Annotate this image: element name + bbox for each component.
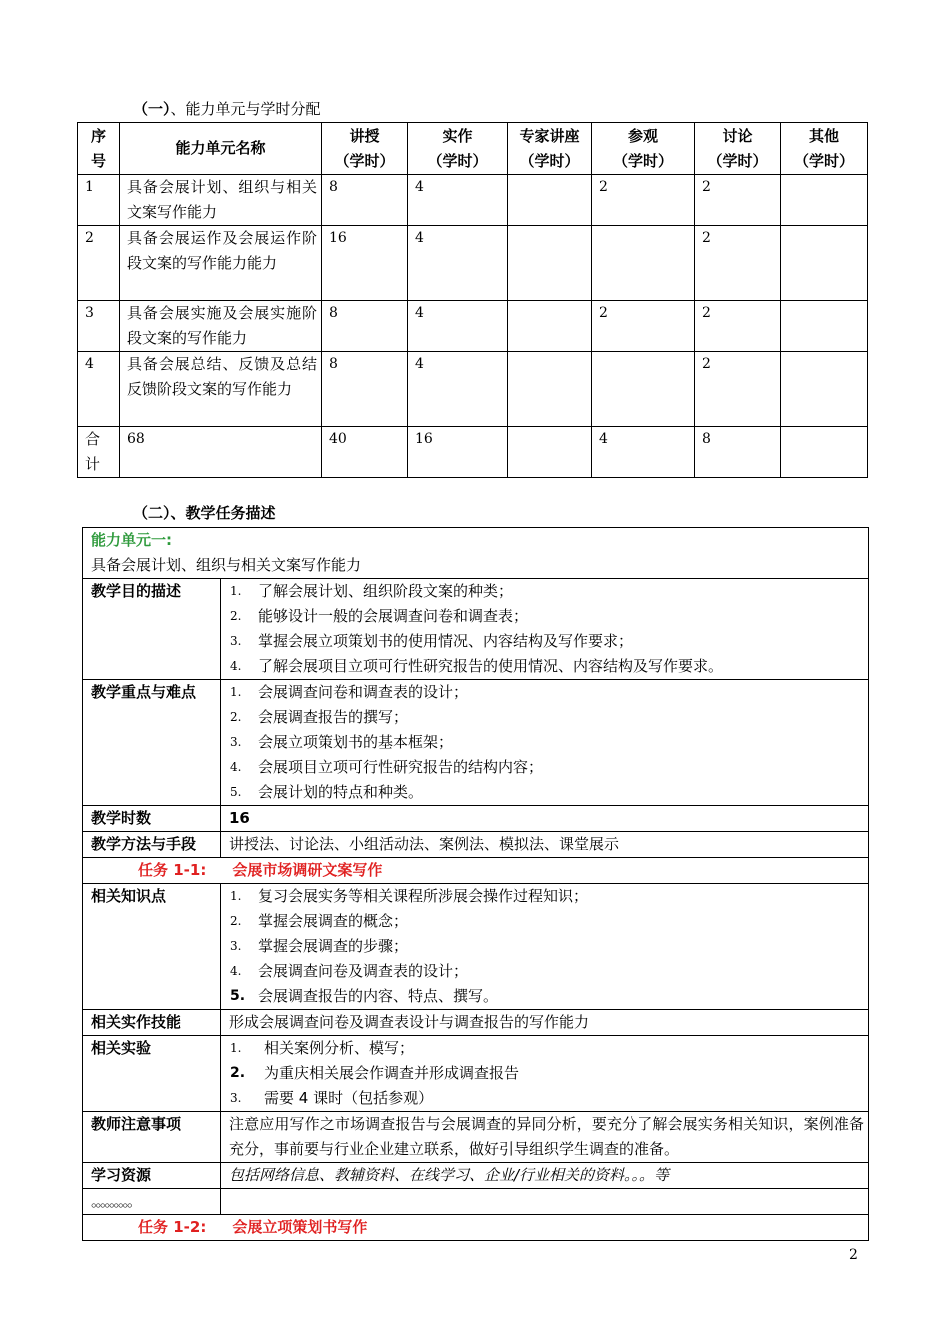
- list-item: 5. 会展调查报告的内容、特点、撰写。: [230, 987, 499, 1005]
- cell-discuss: 2: [695, 301, 781, 352]
- cell-visit: [592, 226, 695, 301]
- hours-value: 16: [221, 806, 869, 832]
- list-item: 2. 会展调查报告的撰写；: [230, 708, 409, 726]
- list-item: 4. 会展项目立项可行性研究报告的结构内容；: [230, 758, 544, 776]
- cell-other: [781, 226, 868, 301]
- cell-seq: 2: [78, 226, 120, 301]
- list-item: 3. 掌握会展调查的步骤；: [230, 937, 409, 955]
- capability-hours-table: [77, 122, 868, 478]
- teaching-task-table: [82, 527, 869, 1241]
- knowledge-row: [83, 884, 869, 1010]
- ellipsis-cell: 。。。。。。。。。: [83, 1189, 221, 1215]
- notes-label: 教师注意事项: [83, 1112, 221, 1163]
- cell-total-expert: [508, 427, 592, 478]
- resources-value: 包括网络信息、教辅资料、在线学习、企业/行业相关的资料。。。等: [221, 1163, 869, 1189]
- header-practice: 实作 （学时）: [408, 123, 508, 175]
- header-name: 能力单元名称: [120, 123, 322, 175]
- task2-row: [83, 1215, 869, 1241]
- header-discuss: 讨论 （学时）: [695, 123, 781, 175]
- cell-lecture: 8: [322, 352, 408, 427]
- cell-practice: 4: [408, 226, 508, 301]
- list-item: 5. 会展计划的特点和种类。: [230, 783, 424, 801]
- page-number: 2: [849, 1247, 858, 1263]
- cell-expert: [508, 175, 592, 226]
- cell-practice: 4: [408, 352, 508, 427]
- list-item: 3. 掌握会展立项策划书的使用情况、内容结构及写作要求；: [230, 632, 634, 650]
- resources-label: 学习资源: [83, 1163, 221, 1189]
- skills-value: 形成会展调查问卷及调查表设计与调查报告的写作能力: [221, 1010, 869, 1036]
- notes-value: 注意应用写作之市场调查报告与会展调查的异同分析，要充分了解会展实务相关知识，案例准备充分，事前要与行业企业建立联系，做好引导组织学生调查的准备。: [221, 1112, 869, 1163]
- skills-label: 相关实作技能: [83, 1010, 221, 1036]
- cell-discuss: 2: [695, 352, 781, 427]
- list-item: 2. 能够设计一般的会展调查问卷和调查表；: [230, 607, 529, 625]
- cell-seq: 1: [78, 175, 120, 226]
- list-item: 1. 了解会展计划、组织阶段文案的种类；: [230, 582, 514, 600]
- notes-row: [83, 1112, 869, 1163]
- resources-row: [83, 1163, 869, 1189]
- cell-name: 具备会展计划、组织与相关文案写作能力: [120, 175, 322, 226]
- header-lecture: 讲授 （学时）: [322, 123, 408, 175]
- section1-heading-text: 、能力单元与学时分配: [170, 100, 321, 118]
- methods-value: 讲授法、讨论法、小组活动法、案例法、模拟法、课堂展示: [221, 832, 869, 858]
- cell-name: 具备会展总结、反馈及总结反馈阶段文案的写作能力: [120, 352, 322, 427]
- ellipsis-row: [83, 1189, 869, 1215]
- cell-name: 具备会展运作及会展运作阶段文案的写作能力能力: [120, 226, 322, 301]
- cell-total-other: [781, 427, 868, 478]
- task2-title: 任务 1-2: 会展立项策划书写作: [83, 1215, 869, 1241]
- hours-row: [83, 806, 869, 832]
- cell-total-name: 68: [120, 427, 322, 478]
- list-item: 2. 掌握会展调查的概念；: [230, 912, 409, 930]
- cell-total-practice: 16: [408, 427, 508, 478]
- section2-heading: （二）、教学任务描述: [133, 504, 276, 522]
- header-visit: 参观 （学时）: [592, 123, 695, 175]
- knowledge-label: 相关知识点: [83, 884, 221, 1010]
- experiments-label: 相关实验: [83, 1036, 221, 1112]
- table-row: [78, 301, 868, 352]
- cell-other: [781, 175, 868, 226]
- cell-visit: [592, 352, 695, 427]
- keypoints-label: 教学重点与难点: [83, 680, 221, 806]
- methods-label: 教学方法与手段: [83, 832, 221, 858]
- list-item: 1. 复习会展实务等相关课程所涉展会操作过程知识；: [230, 887, 589, 905]
- cell-practice: 4: [408, 175, 508, 226]
- cell-name: 具备会展实施及会展实施阶段文案的写作能力: [120, 301, 322, 352]
- list-item: 4. 会展调查问卷及调查表的设计；: [230, 962, 469, 980]
- goals-label: 教学目的描述: [83, 579, 221, 680]
- list-item: 1. 相关案例分析、模写；: [230, 1039, 415, 1057]
- cell-lecture: 8: [322, 301, 408, 352]
- cell-total-discuss: 8: [695, 427, 781, 478]
- cell-discuss: 2: [695, 175, 781, 226]
- list-item: 1. 会展调查问卷和调查表的设计；: [230, 683, 469, 701]
- unit-name: 具备会展计划、组织与相关文案写作能力: [91, 556, 362, 574]
- cell-discuss: 2: [695, 226, 781, 301]
- unit-row: [83, 528, 869, 579]
- task1-row: [83, 858, 869, 884]
- cell-expert: [508, 352, 592, 427]
- cell-expert: [508, 301, 592, 352]
- cell-visit: 2: [592, 175, 695, 226]
- hours-label: 教学时数: [83, 806, 221, 832]
- cell-total-visit: 4: [592, 427, 695, 478]
- list-item: 3. 需要 4 课时（包括参观）: [230, 1089, 434, 1107]
- table-row: [78, 175, 868, 226]
- keypoints-row: [83, 680, 869, 806]
- list-item: 4. 了解会展项目立项可行性研究报告的使用情况、内容结构及写作要求。: [230, 657, 724, 675]
- cell-lecture: 16: [322, 226, 408, 301]
- total-row: [78, 427, 868, 478]
- section1-heading: [133, 99, 321, 119]
- cell-practice: 4: [408, 301, 508, 352]
- cell-seq: 4: [78, 352, 120, 427]
- skills-row: [83, 1010, 869, 1036]
- goals-list: [221, 579, 869, 680]
- cell-total-lecture: 40: [322, 427, 408, 478]
- header-expert: 专家讲座 （学时）: [508, 123, 592, 175]
- table-row: [78, 352, 868, 427]
- experiments-row: [83, 1036, 869, 1112]
- table-row: [78, 226, 868, 301]
- cell-total-label: 合 计: [78, 427, 120, 478]
- methods-row: [83, 832, 869, 858]
- cell-seq: 3: [78, 301, 120, 352]
- list-item: 2. 为重庆相关展会作调查并形成调查报告: [230, 1064, 520, 1082]
- knowledge-list: [221, 884, 869, 1010]
- header-other: 其他 （学时）: [781, 123, 868, 175]
- keypoints-list: [221, 680, 869, 806]
- header-seq: 序 号: [78, 123, 120, 175]
- section1-heading-prefix: （一）: [133, 100, 171, 118]
- cell-expert: [508, 226, 592, 301]
- cell-other: [781, 352, 868, 427]
- cell-visit: 2: [592, 301, 695, 352]
- ellipsis-empty: [221, 1189, 869, 1215]
- unit-label: 能力单元一:: [91, 531, 172, 549]
- task1-title: 任务 1-1: 会展市场调研文案写作: [83, 858, 869, 884]
- experiments-list: [221, 1036, 869, 1112]
- goals-row: [83, 579, 869, 680]
- table-header-row: [78, 123, 868, 175]
- cell-other: [781, 301, 868, 352]
- list-item: 3. 会展立项策划书的基本框架；: [230, 733, 454, 751]
- cell-lecture: 8: [322, 175, 408, 226]
